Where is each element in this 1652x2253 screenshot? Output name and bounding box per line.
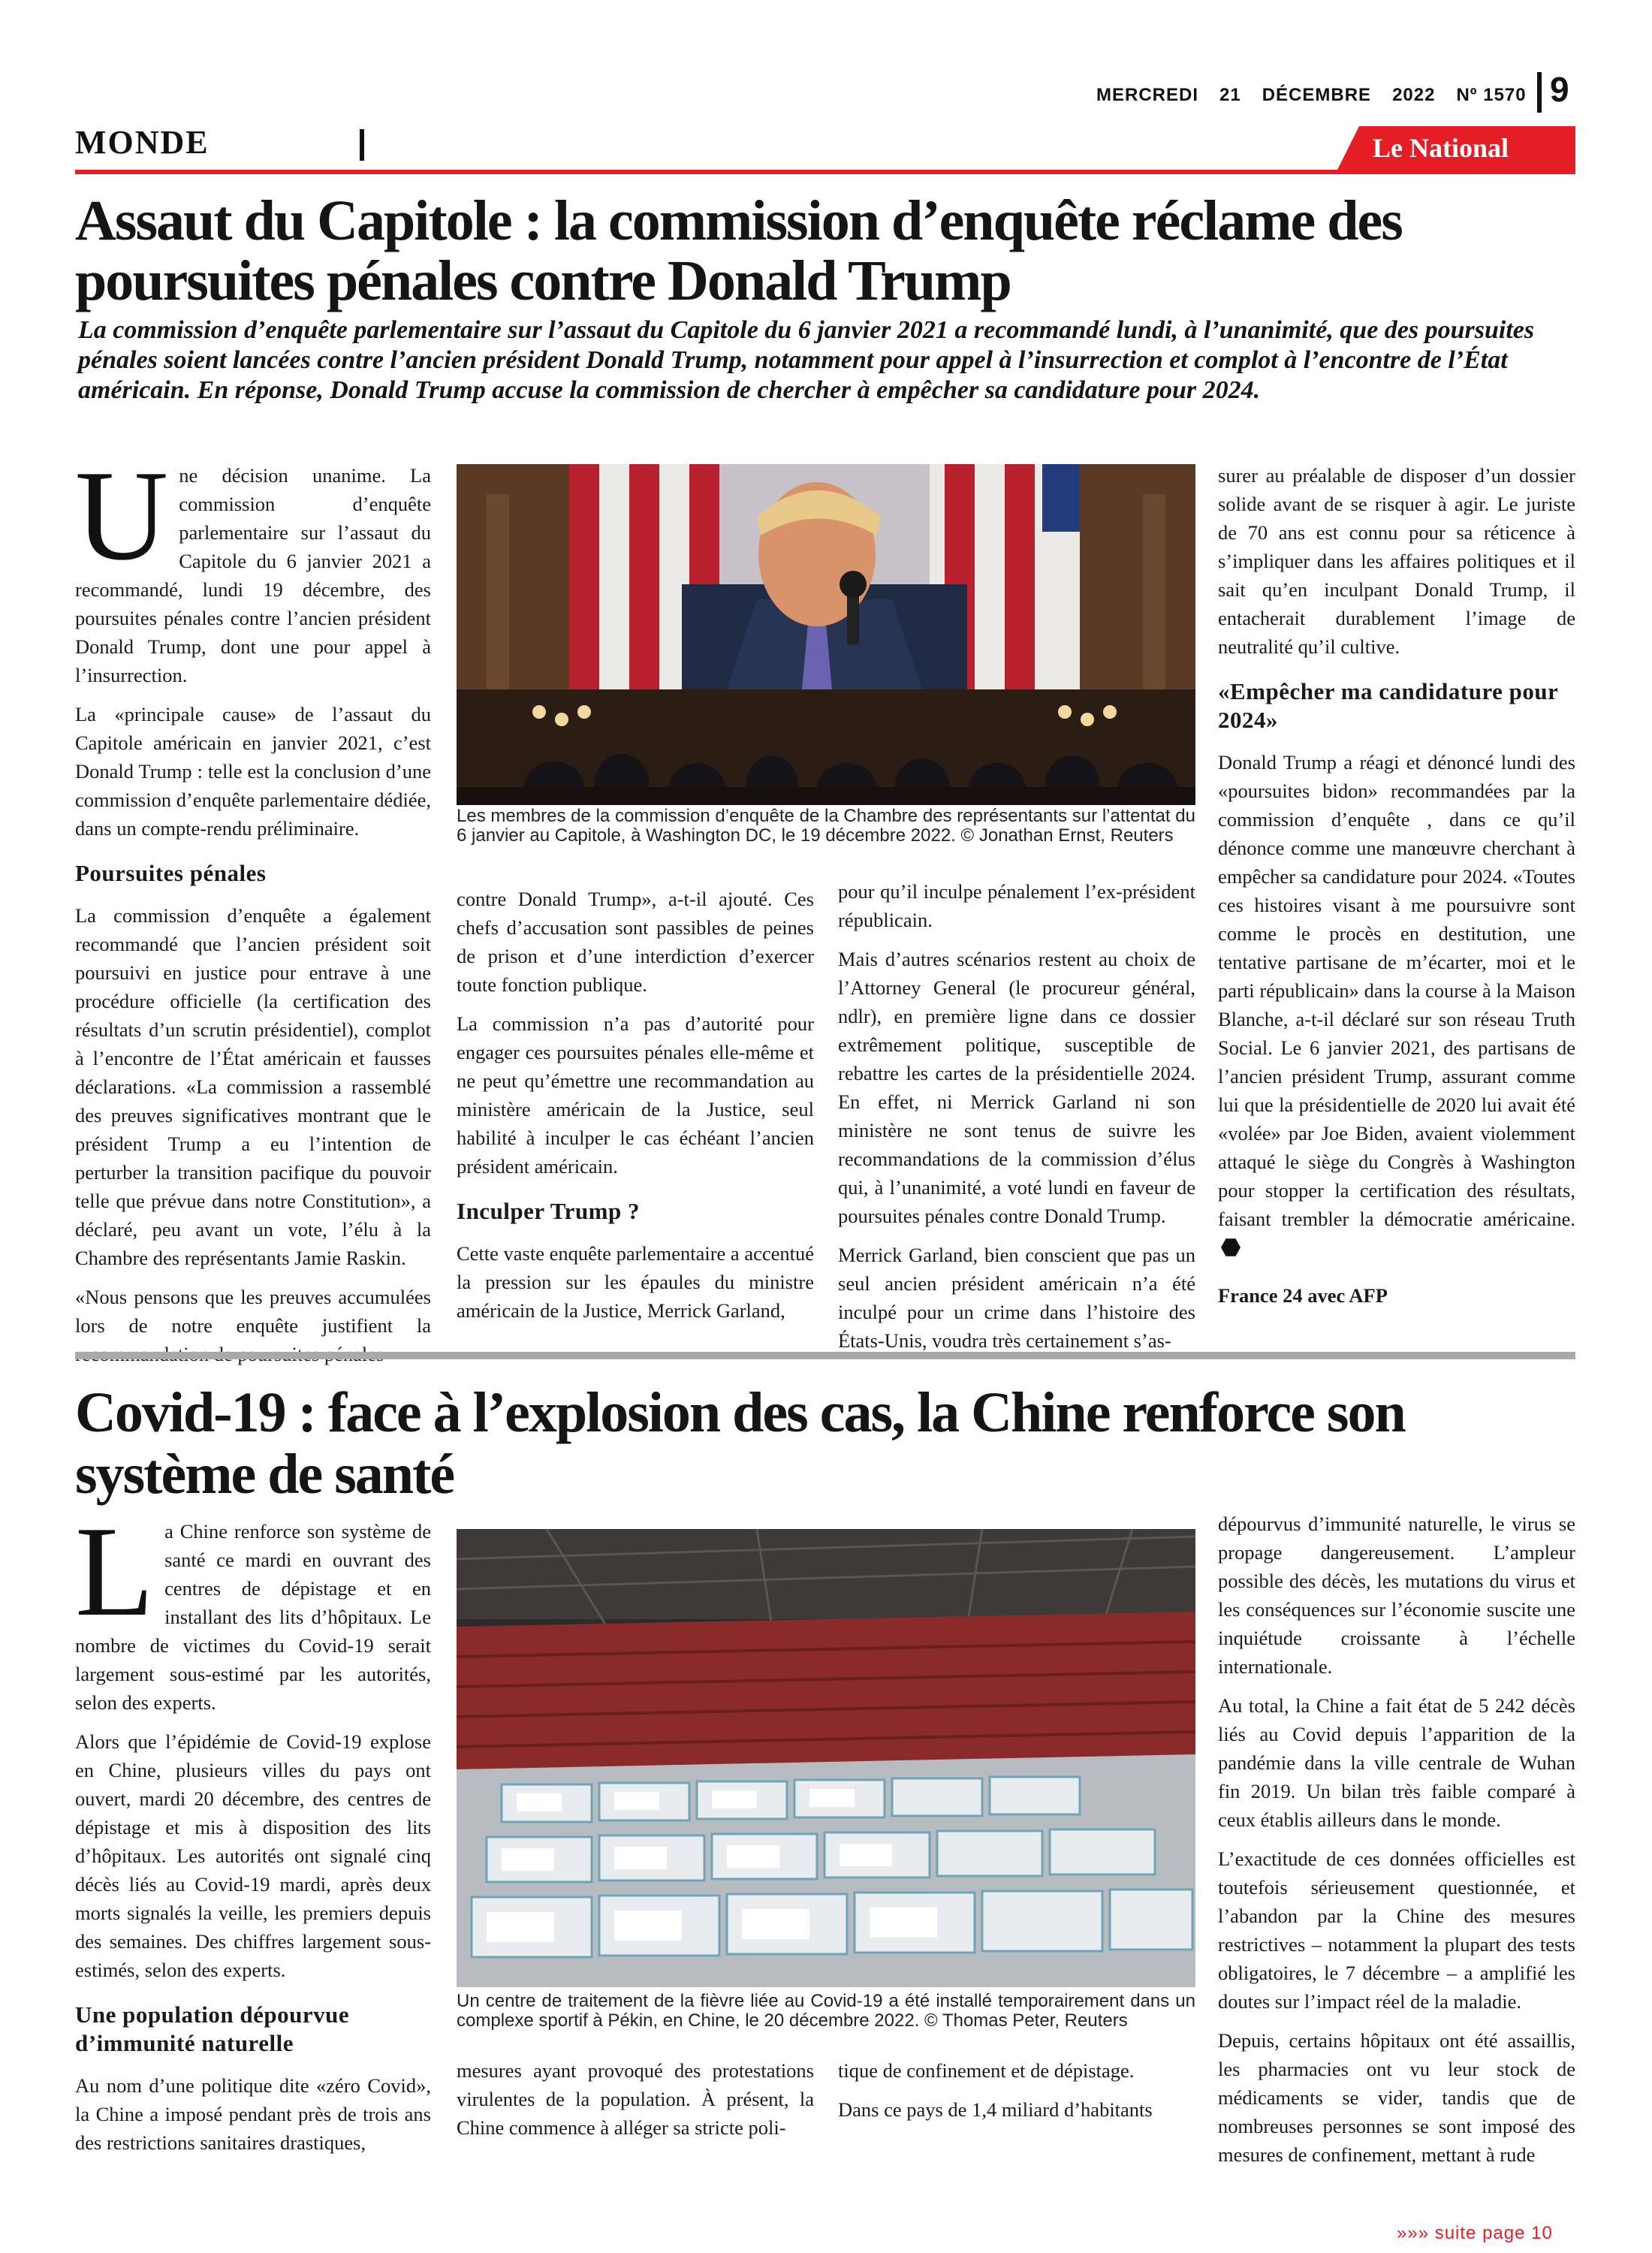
article1-paragraph: Cette vaste enquête parlementaire a accentué la pression sur les épaules du ministre américain de la Justice, Merrick Garland,: [457, 1242, 814, 1322]
article1-paragraph: pour qu’il inculpe pénalement l’ex-président républicain.: [838, 880, 1195, 931]
article1-paragraph: «Nous pensons que les preuves accumulées lors de notre enquête justifient la: [75, 1286, 431, 1337]
article1-paragraph: surer au préalable de disposer d’un dossier solide avant de se risquer à agir. Le juriste de 70 ans est connu pour sa réticence à s’impliquer dans les affaires politiques et il sait qu’en inculpant Donald Trump, il entacherait durablement l’image de neutralité qu’il cultive.: [1218, 464, 1575, 658]
article2-subheading: Une population dépourvue d’immunité naturelle: [75, 2001, 350, 2056]
end-of-article-icon: [1221, 1238, 1241, 1257]
article1-paragraph: La commission n’a pas d’autorité pour engager ces poursuites pénales elle-même et ne peut qu’émettre une recommandation au ministère américain de la Justice, seul habilité à inculper le cas échéant l’ancien président américain.: [457, 1012, 814, 1178]
article1-subheading: «Empêcher ma candidature pour 2024»: [1218, 678, 1558, 733]
article1-paragraph: Mais d’autres scénarios restent au choix de l’Attorney General (le procureur général, ndlr), en première ligne dans ce dossier extrêmement politique, susceptible de rebattre les cartes de la présidentielle 2024. En effet, ni Merrick Garland ni son ministère ne sont tenus de suivre les recommandations de la commission d’élus qui, à l’unanimité, a voté lundi en faveur de poursuites pénales contre Donald Trump.: [838, 948, 1195, 1227]
article2-paragraph: Alors que l’épidémie de Covid-19 explose en Chine, plusieurs villes du pays ont ouvert, mardi 20 décembre, des centres de dépistage et mis à disposition des lits d’hôpitaux. Les autorités ont signalé cinq décès liés au Covid-19 mardi, après deux morts signalés la veille, les premiers depuis des semaines. Des chiffres largement sous-estimés, selon des experts.: [75, 1730, 431, 1981]
header-rule: [75, 170, 1575, 174]
article1-column-2: [457, 885, 814, 1335]
article2-column-1: [75, 1500, 431, 2167]
article2-paragraph: Depuis, certains hôpitaux ont été assaillis, les pharmacies ont vu leur stock de médicaments se vider, tandis que de nombreuses personnes se sont imposé des mesures de confinement, mettant à rude: [1218, 2029, 1575, 2166]
date-line: [1096, 85, 1548, 106]
brand-name: Le National: [1373, 133, 1509, 163]
article2-paragraph: L’exactitude de ces données officielles est toutefois sérieusement questionnée, et l’abandon par la Chine des mesures restrictives – notamment la plupart des tests obligatoires, le 7 décembre – a amplifié les doutes sur l’impact réel de la maladie.: [1218, 1847, 1575, 2013]
weekday: MERCREDI: [1096, 85, 1199, 105]
article1-column-4: [1218, 461, 1575, 1320]
article1-subheading: Inculper Trump ?: [457, 1198, 640, 1224]
article1-subheading: Poursuites pénales: [75, 860, 267, 886]
article1-headline: Assaut du Capitole : la commission d’enquête réclame des poursuites pénales contre Donald Trump: [75, 189, 1402, 312]
article2-headline: Covid-19 : face à l’explosion des cas, la Chine renforce son système de santé: [75, 1381, 1405, 1506]
issue-number: Nº 1570: [1456, 85, 1527, 105]
article-separator: [75, 1352, 1575, 1359]
day: 21: [1219, 85, 1241, 105]
article2-paragraph: Dans ce pays de 1,4 miliard d’habitants: [838, 2098, 1153, 2121]
article1-paragraph: contre Donald Trump», a-t-il ajouté. Ces chefs d’accusation sont passibles de peines de prison et d’une interdiction d’exercer toute fonction publique.: [457, 888, 814, 996]
article1-paragraph: La commission d’enquête a également recommandé que l’ancien président soit poursuivi en justice pour entrave à une procédure officielle (la certification des résultats d’un scrutin présidentiel), complot à l’encontre de l’État américain et fausses déclarations. «La commission a rassemblé des preuves significatives montrant que le président Trump a eu l’intention de perturber la transition pacifique du pouvoir telle que prévue dans notre Constitution», a déclaré, peu avant un vote, l’élu à la Chambre des représentants Jamie Raskin.: [75, 904, 431, 1269]
article1-paragraph: Donald Trump a réagi et dénoncé lundi des «poursuites bidon» recommandées par la commission d’enquête , dans ce qu’il dénonce comme une manœuvre cherchant à empêcher sa candidature pour 2024. «Toutes ces histoires visant à me poursuivre sont comme le procès en destitution, une tentative partisane de m’écarter, moi et le parti républicain» dans la course à la Maison Blanche, a-t-il déclaré sur son réseau Truth Social. Le 6 janvier 2021, des partisans de l’ancien président Trump, assurant comme lui que la présidentielle de 2020 lui avait été «volée» par Joe Biden, avaient violemment attaqué le siège du Congrès à Washington pour stopper la certification des résultats, faisant trembler la démocratie américaine.: [1218, 748, 1575, 1262]
article1-paragraph: Merrick Garland, bien conscient que pas un seul ancien président américain n’a été inculpé pour un crime dans l’histoire des États-Unis, voudra très certainement s’as-: [838, 1244, 1195, 1352]
article1-photo-caption: Les membres de la commission d’enquête de la Chambre des représentants sur l’attentat du 6 janvier au Capitole, à Washington DC, le 19 décembre 2022. © Jonathan Ernst, Reuters: [457, 806, 1195, 846]
section-divider: [360, 129, 364, 161]
covid-center-photo: [457, 1529, 1195, 1987]
continued-on-page-link: »»» suite page 10: [1397, 2223, 1553, 2243]
page-number: 9: [1550, 70, 1569, 109]
article2-column-2: [457, 2056, 814, 2152]
article2-column-4: [1218, 1510, 1575, 2179]
year: 2022: [1392, 85, 1436, 105]
article2-paragraph: Au nom d’une politique dite «zéro Covid», la Chine a imposé pendant près de trois ans des restrictions sanitaires drastiques,: [75, 2074, 431, 2154]
article2-paragraph: Au total, la Chine a fait état de 5 242 décès liés au Covid depuis l’apparition de la pandémie dans la ville centrale de Wuhan fin 2019. Un bilan très faible comparé à ceux établis ailleurs dans le monde.: [1218, 1694, 1575, 1831]
article2-paragraph: La Chine renforce son système de santé ce mardi en ouvrant des centres de dépistage et en installant des lits d’hôpitaux. Le nombre de victimes du Covid-19 serait largement sous-estimé par les autorités, selon des experts.: [75, 1500, 431, 1714]
article2-paragraph: mesures ayant provoqué des protestations virulentes de la population. À présent, la Chine commence à alléger sa stricte poli-: [457, 2059, 814, 2139]
section-title: MONDE: [75, 124, 210, 161]
article1-column-3: [838, 877, 1195, 1365]
article2-paragraph: dépourvus d’immunité naturelle, le virus se propage dangereusement. L’ampleur possible des décès, les mutations du virus et les conséquences sur l’économie suscite une inquiétude croissante à l’échelle internationale.: [1218, 1513, 1575, 1678]
article2-column-3: [838, 2056, 1195, 2134]
article1-paragraph: Une décision unanime. La commission d’enquête parlementaire sur l’assaut du Capitole du 6 janvier 2021 a recommandé, lundi 19 décembre, des poursuites pénales contre l’ancien président Donald Trump, dont une pour appel à l’insurrection.: [75, 445, 431, 686]
article2-photo-caption: Un centre de traitement de la fièvre liée au Covid-19 a été installé temporairement dans un complexe sportif à Pékin, en Chine, le 20 décembre 2022. © Thomas Peter, Reuters: [457, 1991, 1195, 2031]
article1-credit: France 24 avec AFP: [1218, 1284, 1388, 1307]
article1-paragraph: La «principale cause» de l’assaut du Capitole américain en janvier 2021, c’est Donald Trump : telle est la conclusion d’une commission d’enquête parlementaire dédiée, dans un compte-rendu préliminaire.: [75, 703, 431, 840]
month: DÉCEMBRE: [1262, 85, 1372, 105]
article1-lede: La commission d’enquête parlementaire sur l’assaut du Capitole du 6 janvier 2021 a recommandé lundi, à l’unanimité, que des poursuites pénales soient lancées contre l’ancien président Donald Trump, notamment pour appel à l’insurrection et complot à l’encontre de l’État américain. En réponse, Donald Trump accuse la commission de chercher à empêcher sa candidature pour 2024.: [78, 316, 1535, 404]
article1-column-1: [75, 445, 431, 1379]
dropcap: L: [75, 1500, 155, 1643]
article2-paragraph: tique de confinement et de dépistage.: [838, 2059, 1135, 2082]
trump-screen-photo: [457, 464, 1195, 805]
dropcap: U: [75, 445, 169, 587]
page-divider: [1537, 72, 1542, 113]
